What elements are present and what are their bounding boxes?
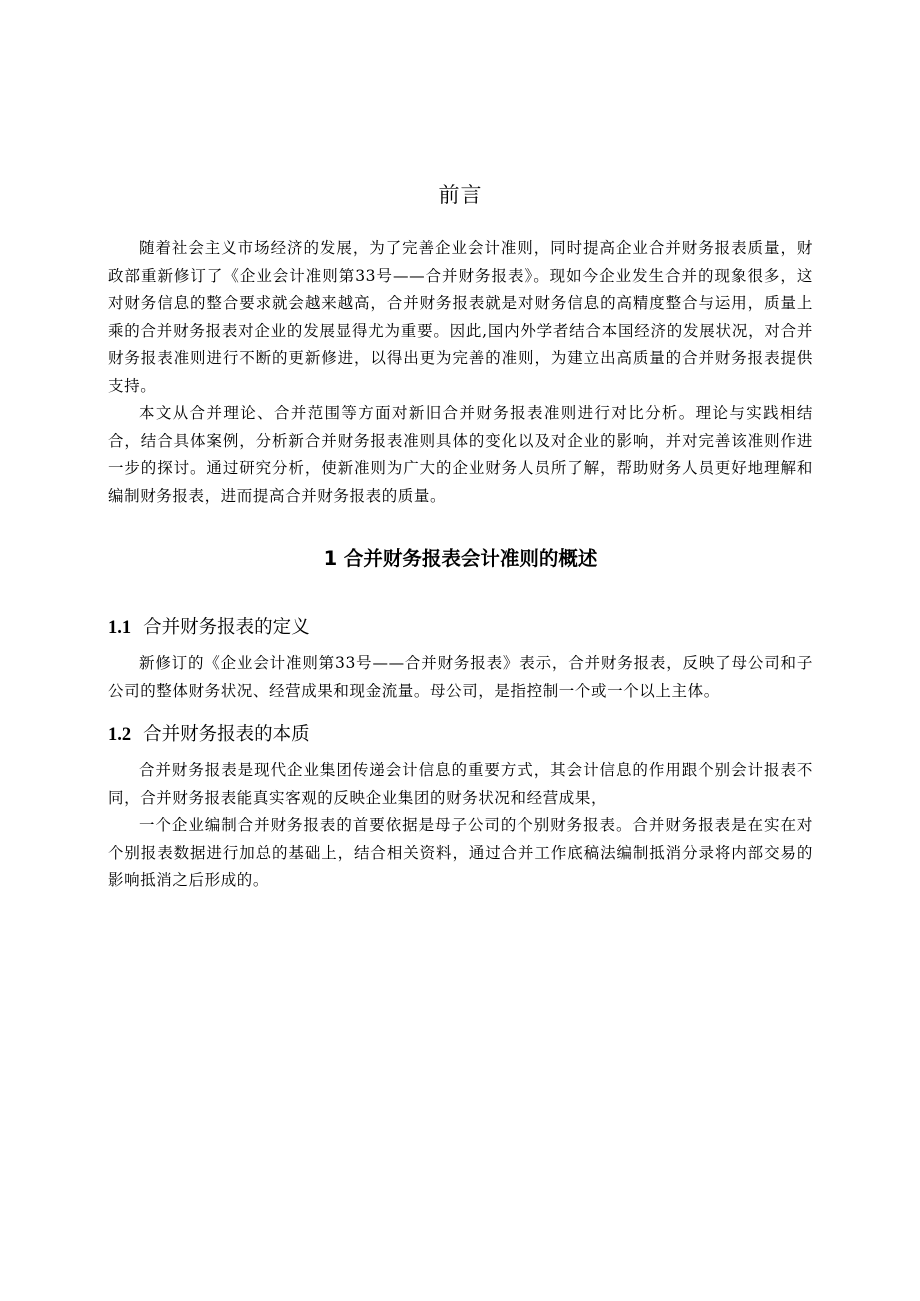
preface-paragraph-1: 随着社会主义市场经济的发展，为了完善企业会计准则，同时提高企业合并财务报表质量，财政部重新修订了《企业会计准则第33号——合并财务报表》。现如今企业发生合并的现象很多，这对财务信息的整合要求就会越来越高，合并财务报表就是对财务信息的高精度整合与运用，质量上乘的合并财务报表对企业的发展显得尤为重要。因此,国内外学者结合本国经济的发展状况，对合并财务报表准则进行不断的更新修进，以得出更为完善的准则，为建立出高质量的合并财务报表提供支持。 [108, 239, 813, 395]
section-title-text: 合并财务报表的本质 [143, 724, 310, 745]
preface-title: 前言 [438, 183, 483, 207]
section-heading-1-2 [108, 719, 813, 751]
section-number: 1.2 [108, 725, 132, 745]
section-1-1-paragraph-1: 新修订的《企业会计准则第33号——合并财务报表》表示，合并财务报表，反映了母公司和子公司的整体财务状况、经营成果和现金流量。母公司，是指控制一个或一个以上主体。 [108, 654, 813, 700]
chapter-title: 1 合并财务报表会计准则的概述 [323, 547, 598, 570]
section-heading-1-1 [108, 612, 813, 644]
preface-paragraph-2: 本文从合并理论、合并范围等方面对新旧合并财务报表准则进行对比分析。理论与实践相结合，结合具体案例，分析新合并财务报表准则具体的变化以及对企业的影响，并对完善该准则作进一步的探讨。通过研究分析，使新准则为广大的企业财务人员所了解，帮助财务人员更好地理解和编制财务报表，进而提高合并财务报表的质量。 [108, 404, 813, 505]
page-content [108, 178, 813, 895]
section-title-text: 合并财务报表的定义 [143, 617, 310, 638]
section-1-2-paragraph-1: 合并财务报表是现代企业集团传递会计信息的重要方式，其会计信息的作用跟个别会计报表不同，合并财务报表能真实客观的反映企业集团的财务状况和经营成果， [108, 761, 813, 807]
section-1-2-paragraph-2: 一个企业编制合并财务报表的首要依据是母子公司的个别财务报表。合并财务报表是在实在对个别报表数据进行加总的基础上，结合相关资料，通过合并工作底稿法编制抵消分录将内部交易的影响抵消之后形成的。 [108, 816, 813, 889]
section-number: 1.1 [108, 618, 132, 638]
